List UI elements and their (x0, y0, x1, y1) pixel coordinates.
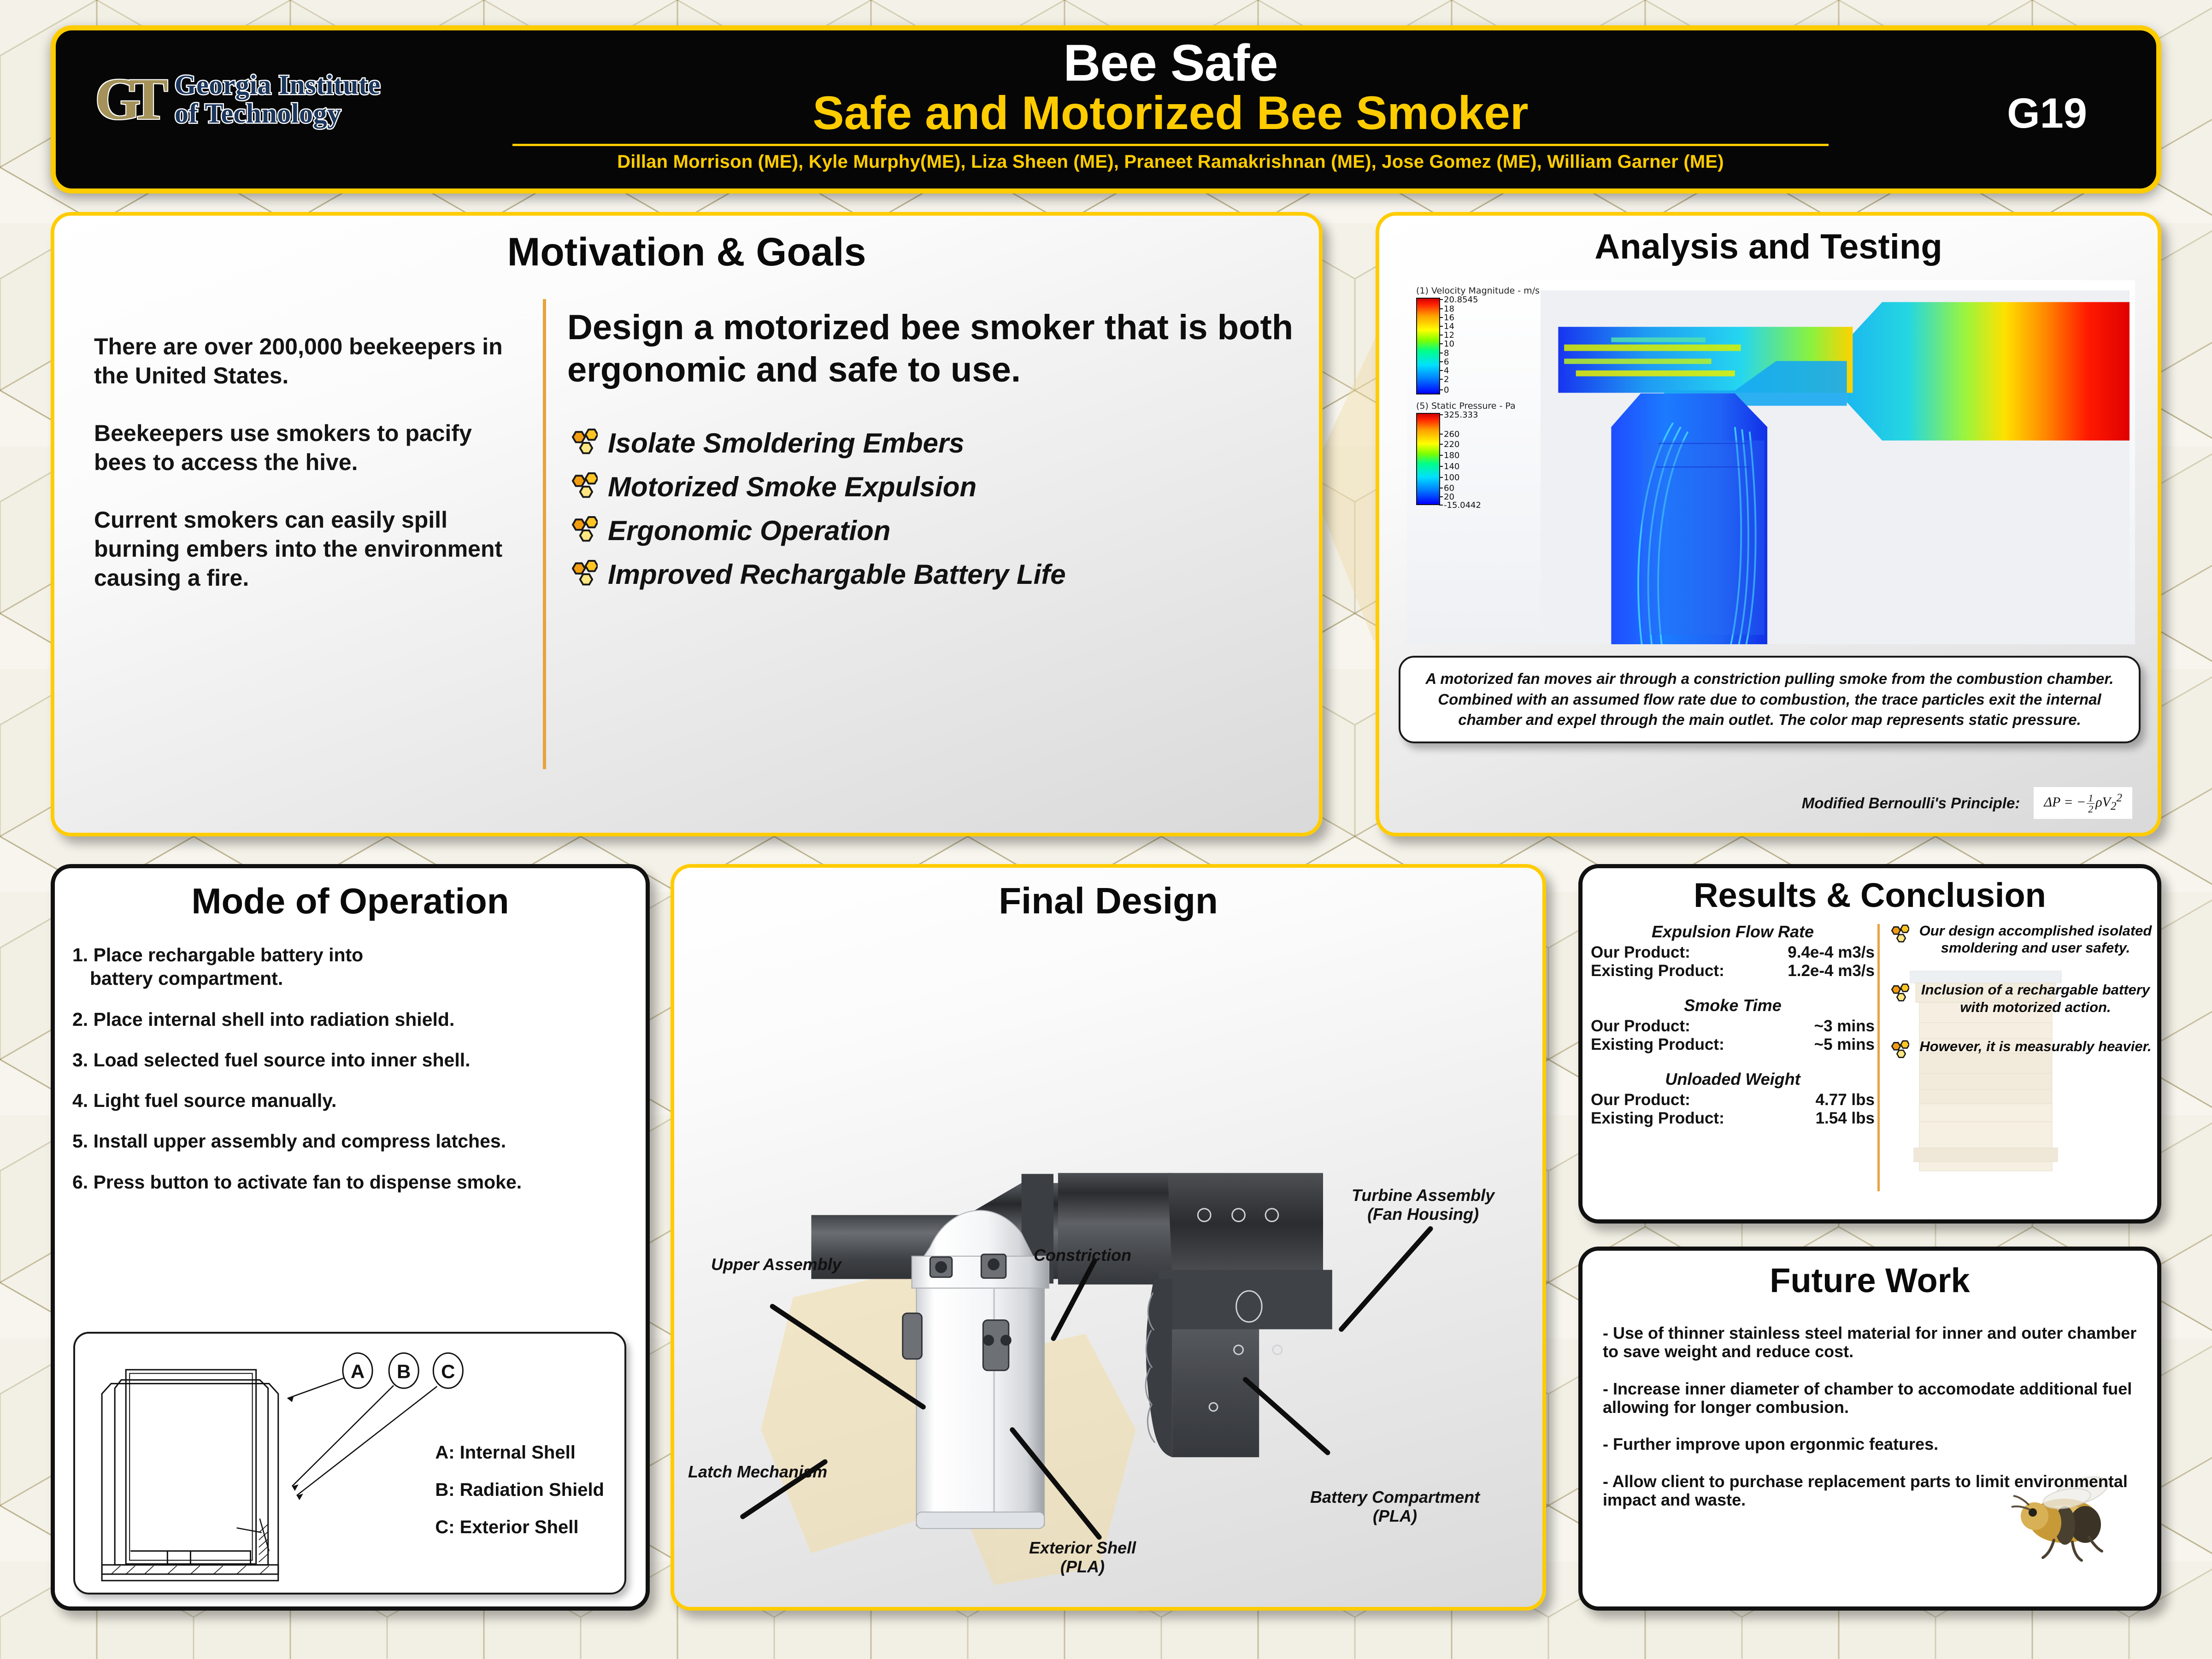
goal-bullet-label: Isolate Smoldering Embers (608, 427, 965, 459)
page-title: Bee Safe (1063, 34, 1278, 92)
gt-monogram-icon: GT (95, 66, 156, 132)
tick-label: 14 (1444, 322, 1454, 331)
figure-legend (435, 1442, 604, 1554)
goals-column (546, 294, 1319, 797)
motivation-paragraph: Current smokers can easily spill burning embers into the environment causing a fire. (94, 507, 503, 591)
conclusion-text: Inclusion of a rechargable battery with motorized action. (1921, 982, 2150, 1015)
goal-bullet-label: Ergonomic Operation (608, 515, 891, 546)
poster-header (51, 25, 2161, 194)
velocity-colorbar (1416, 298, 1440, 394)
metric-value: ~3 mins (1814, 1017, 1875, 1035)
analysis-caption (1399, 656, 2141, 743)
list-item (72, 943, 630, 991)
honeycomb-icon (1888, 1040, 1909, 1061)
tick-label: 325.333 (1444, 410, 1478, 420)
metric-value: 9.4e-4 m3/s (1788, 943, 1875, 961)
tick-label: 8 (1444, 348, 1449, 358)
panel-final-design (671, 864, 1546, 1611)
velocity-legend-title: (1) Velocity Magnitude - m/s (1416, 286, 1540, 296)
shell-cross-section-figure (73, 1332, 626, 1594)
list-item (567, 427, 1300, 459)
motivation-title: Motivation & Goals (507, 230, 866, 274)
metric-label: Our Product: (1591, 1091, 1690, 1109)
table-row (1591, 1091, 1875, 1109)
tick-label: 18 (1444, 304, 1454, 314)
tick-label: 0 (1444, 385, 1449, 395)
tick-label: 180 (1444, 451, 1460, 460)
honeycomb-icon (1888, 924, 1909, 945)
mode-step-list (55, 922, 646, 1194)
honeycomb-icon (1888, 983, 1909, 1004)
vertical-divider (543, 299, 546, 769)
metric-label: Existing Product: (1591, 962, 1724, 980)
bernoulli-equation: ΔP = − $\frac{1}{2}$ $\rho V_2^2$ (2034, 787, 2132, 819)
list-item (567, 471, 1300, 503)
goal-bullet-label: Improved Rechargable Battery Life (608, 559, 1066, 590)
metric-value: ~5 mins (1814, 1035, 1875, 1053)
poster-subtitle: Safe and Motorized Bee Smoker (812, 86, 1529, 139)
pressure-colorbar (1416, 413, 1440, 505)
tick-label: 220 (1444, 440, 1460, 449)
panel-mode-of-operation (51, 864, 650, 1611)
panel-motivation-goals (51, 212, 1323, 836)
list-item (567, 559, 1300, 590)
callout-label-a: A (350, 1360, 365, 1382)
step-text: 1. Place rechargable battery into (72, 944, 364, 965)
honeycomb-icon (567, 471, 598, 502)
table-row (1591, 1035, 1875, 1054)
label-latch-mechanism: Latch Mechanism (688, 1462, 828, 1481)
list-item (567, 515, 1300, 547)
metric-value: 4.77 lbs (1815, 1091, 1875, 1109)
goal-bullet-label: Motorized Smoke Expulsion (608, 471, 977, 502)
metric-group-title: Unloaded Weight (1665, 1070, 1800, 1088)
legend-entry: A: Internal Shell (435, 1442, 576, 1463)
pressure-legend-title: (5) Static Pressure - Pa (1416, 401, 1516, 411)
conclusion-text: Our design accomplished isolated smoldering and user safety. (1919, 923, 2152, 956)
label-exterior-shell: Exterior Shell (PLA) (1029, 1538, 1136, 1577)
panel-analysis-testing (1376, 212, 2161, 836)
table-row (1591, 943, 1875, 962)
list-item (1888, 981, 2157, 1015)
analysis-title: Analysis and Testing (1594, 227, 1942, 266)
honeycomb-icon (567, 559, 598, 589)
metric-value: 1.54 lbs (1815, 1109, 1875, 1127)
tick-label: 2 (1444, 375, 1449, 384)
author-list: Dillan Morrison (ME), Kyle Murphy(ME), Liza Sheen (ME), Praneet Ramakrishnan (ME), Jose Gomez (ME), William Garner (ME) (617, 151, 1724, 172)
motivation-paragraph: There are over 200,000 beekeepers in the United States. (94, 334, 503, 388)
tick-label: 16 (1444, 313, 1454, 323)
mode-title: Mode of Operation (191, 881, 509, 921)
cfd-contour-plot (1541, 290, 2130, 644)
title-block (471, 36, 1871, 172)
metric-label: Existing Product: (1591, 1035, 1724, 1053)
tick-label: 60 (1444, 483, 1454, 493)
list-item: - Allow client to purchase replacement parts to limit environmental impact and waste. (1603, 1471, 2128, 1509)
gt-wordmark-line1: Georgia Institute (174, 70, 381, 100)
legend-entry: B: Radiation Shield (435, 1480, 604, 1500)
legend-entry: C: Exterior Shell (435, 1517, 579, 1537)
tick-label: 10 (1444, 339, 1454, 349)
results-conclusions (1888, 922, 2157, 1208)
list-item: - Further improve upon ergonmic features. (1603, 1435, 1939, 1454)
gt-wordmark-line2: of Technology (174, 98, 341, 129)
results-title: Results & Conclusion (1694, 876, 2046, 914)
goal-bullet-list (567, 427, 1300, 590)
tick-label: 140 (1444, 462, 1460, 471)
tick-label: 12 (1444, 330, 1454, 340)
label-turbine-assembly: Turbine Assembly (Fan Housing) (1352, 1186, 1495, 1224)
metric-value: 1.2e-4 m3/s (1788, 962, 1875, 980)
goal-statement: Design a motorized bee smoker that is both ergonomic and safe to use. (567, 308, 1294, 389)
list-item (1888, 922, 2157, 956)
label-upper-assembly: Upper Assembly (711, 1255, 841, 1274)
cfd-simulation-figure (1407, 280, 2135, 644)
tick-label: 6 (1444, 357, 1449, 367)
tick-label: -15.0442 (1444, 500, 1481, 510)
tick-label: 20 (1444, 492, 1454, 502)
velocity-tick-labels (1444, 295, 1531, 395)
results-metrics (1583, 922, 1877, 1208)
metric-label: Existing Product: (1591, 1109, 1724, 1127)
table-row (1591, 1017, 1875, 1035)
future-work-title: Future Work (1770, 1261, 1970, 1300)
table-row (1591, 1109, 1875, 1128)
honeycomb-icon (567, 515, 598, 546)
motivation-text-column (54, 294, 543, 797)
panel-results-conclusion (1578, 864, 2161, 1224)
metric-group-title: Smoke Time (1684, 996, 1782, 1015)
bernoulli-label: Modified Bernoulli's Principle: (1801, 794, 2020, 812)
metric-group (1591, 922, 1875, 980)
final-design-title: Final Design (999, 880, 1218, 921)
list-item: 4. Light fuel source manually. (72, 1090, 337, 1111)
tick-label: 20.8545 (1444, 295, 1478, 305)
future-work-list (1583, 1300, 2157, 1509)
conclusion-text: However, it is measurably heavier. (1919, 1038, 2152, 1054)
author-divider (512, 144, 1829, 146)
list-item: - Increase inner diameter of chamber to accomodate additional fuel allowing for longer combusion. (1603, 1379, 2132, 1417)
metric-group (1591, 996, 1875, 1054)
cfd-colorbar-legends (1416, 286, 1540, 510)
vertical-divider (1877, 924, 1880, 1191)
metric-label: Our Product: (1591, 943, 1690, 961)
metric-group (1591, 1070, 1875, 1128)
tick-label: 100 (1444, 473, 1460, 482)
callout-label-b: B (397, 1360, 411, 1382)
label-battery-compartment: Battery Compartment (PLA) (1310, 1488, 1480, 1526)
metric-label: Our Product: (1591, 1017, 1690, 1035)
analysis-caption-text: A motorized fan moves air through a constriction pulling smoke from the combustion chamber. Combined with an assumed flow rate due to combustion, the trace particles exit the internal chamber and expel through the main outlet. The color map represents static pressure. (1425, 670, 2114, 729)
list-item: 3. Load selected fuel source into inner shell. (72, 1049, 471, 1071)
list-item: 6. Press button to activate fan to dispense smoke. (72, 1171, 522, 1193)
step-text-continued: battery compartment. (90, 968, 283, 989)
panel-future-work (1578, 1247, 2161, 1611)
gt-wordmark (175, 71, 381, 128)
list-item (1888, 1038, 2157, 1061)
motivation-paragraph: Beekeepers use smokers to pacify bees to access the hive. (94, 420, 472, 475)
status-badge: G19 (2007, 90, 2087, 137)
callout-label-c: C (441, 1360, 455, 1382)
label-constriction: Constriction (1034, 1246, 1131, 1265)
pressure-tick-labels (1444, 410, 1531, 510)
metric-group-title: Expulsion Flow Rate (1651, 922, 1814, 941)
list-item: 5. Install upper assembly and compress latches. (72, 1130, 506, 1152)
tick-label: 4 (1444, 366, 1449, 376)
georgia-tech-logo (95, 66, 381, 132)
bernoulli-row (1802, 787, 2132, 819)
list-item: 2. Place internal shell into radiation shield. (72, 1008, 455, 1030)
tick-label: 260 (1444, 429, 1460, 439)
honeycomb-icon (567, 428, 598, 458)
table-row (1591, 962, 1875, 980)
list-item: - Use of thinner stainless steel material for inner and outer chamber to save weight and reduce cost. (1603, 1324, 2137, 1361)
